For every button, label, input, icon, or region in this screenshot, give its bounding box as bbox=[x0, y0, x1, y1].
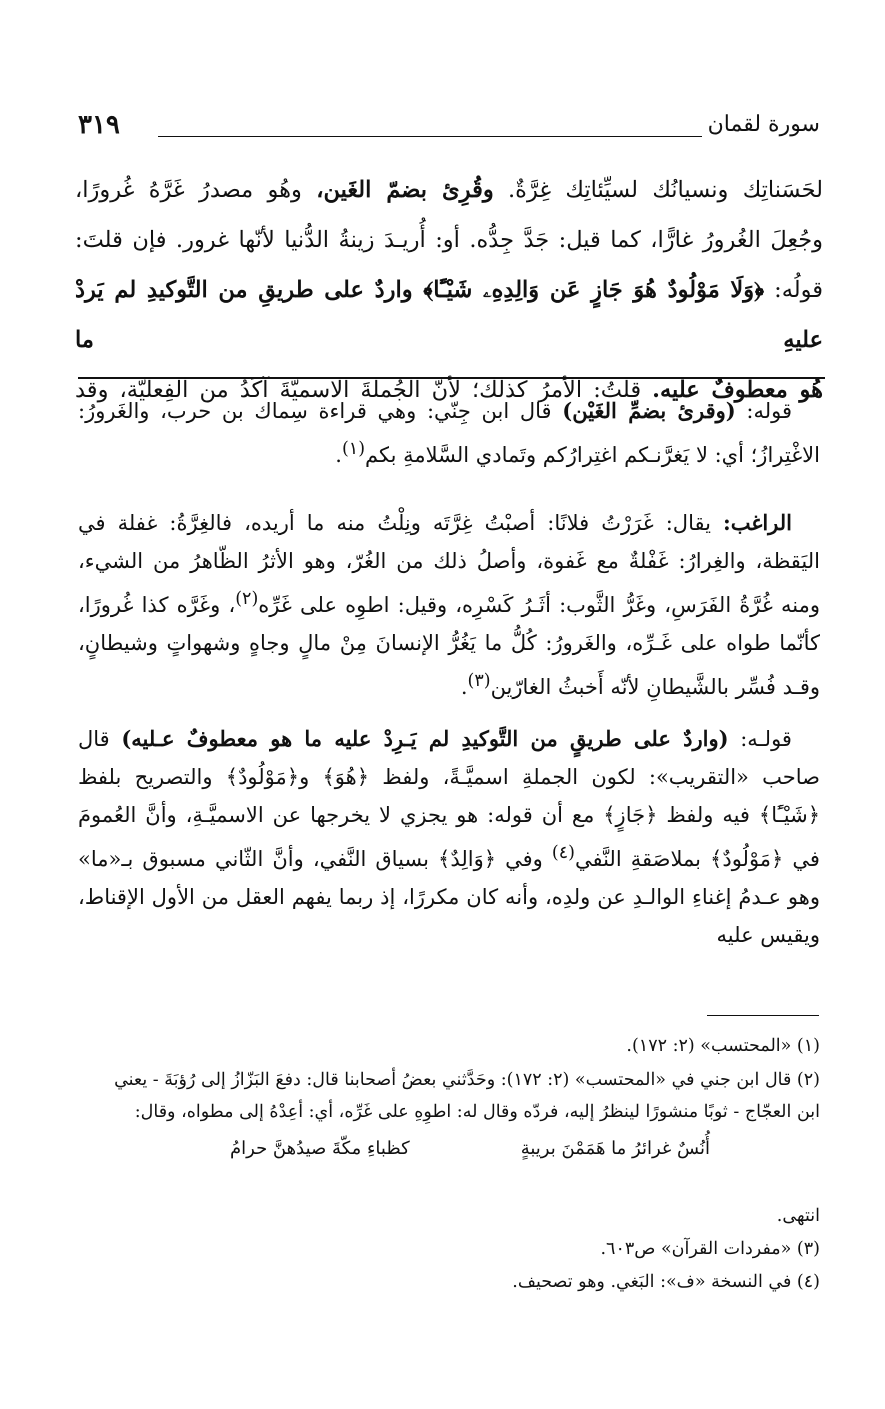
main-line: وجُعِلَ الغُرورُ غارًّا، كما قيل: جَدَّ جِدُّه. أو: أُريـدَ زينةُ الدُّنيا لأنّها غرور. فإن قلتَ: bbox=[75, 227, 823, 253]
footnote: (٢) قال ابن جني في «المحتسب» (٢: ١٧٢): وحَدَّثني بعضُ أصحابنا قال: دفعَ البَزّازُ إلى رُؤبَةَ - يعني ابن العجّاج - ثوبًا منشورًا لينظرُ إليه، فردّه وقال له: اطوِهِ على غَرِّه، أي: أعِدْهُ إلى مطواه، وقال: bbox=[114, 1070, 820, 1122]
commentary-paragraph: الراغب: يقال: غَرَرْتُ فلانًا: أصبْتُ غِرَّتَه ونِلْتُ منه ما أريده، فالغِرَّةُ: غفلة في اليَقظة، والغِرارُ: غَفْلةٌ مع غَفوة، وأصلُ ذلك من الغُرّ، وهو الأثرُ الظّاهرُ من الشيء، ومنه غُرَّةُ الفَرَسِ، وغَرُّ الثَّوب: أثَـرُ كَسْرِه، وقيل: اطوِه على غَرِّه$^{(٢)}$، وغَرَّه كذا غُرورًا، كأنّما طواه على غَـرِّه، والغَرورُ: كُلُّ ما يَغُرُّ الإنسانَ مِنْ مالٍ وجاهٍ وشهواتٍ وشيطانٍ، وقـد فُسِّر بالشَّيطانِ لأنّه أَخبثُ الغارّين$^{(٣)}$. bbox=[78, 510, 820, 699]
section-divider bbox=[78, 377, 825, 379]
footnote: (٤) في النسخة «ف»: البَغي. وهو تصحيف. bbox=[512, 1272, 820, 1292]
poem-hemistich: أُنُسٌ غرائرُ ما هَمَمْنَ بريبةٍ bbox=[520, 1138, 710, 1159]
footnote: (٣) «مفردات القرآن» ص٦٠٣. bbox=[600, 1239, 820, 1259]
page-header bbox=[78, 110, 820, 146]
main-line: هُو معطوفٌ عليه. قلتُ: الأمرُ كذلك؛ لأنّ الجُملةَ الاسميّةَ آكَدُ من الفِعليّة، وقد bbox=[75, 377, 823, 403]
footnote-rule bbox=[707, 1015, 819, 1016]
footnote-ref[interactable]: (٣) bbox=[467, 671, 491, 691]
poem-verse bbox=[230, 1138, 710, 1172]
main-emphasis: هُو معطوفٌ عليه. bbox=[652, 377, 823, 403]
quran-verse: ﴿وَلَا مَوْلُودٌ هُوَ جَازٍ عَن وَالِدِهِۦ شَيْـًٔا﴾ واردٌ على طريقِ من التَّوكيدِ لم يَردْ عليهِ ما bbox=[75, 277, 823, 353]
main-line: قولُه: ﴿وَلَا مَوْلُودٌ هُوَ جَازٍ عَن وَالِدِهِۦ شَيْـًٔا﴾ واردٌ على طريقِ من التَّوكيدِ لم يَردْ عليهِ ما bbox=[75, 277, 823, 353]
lemma: (وقرئ بضمِّ الغَيْن) bbox=[562, 398, 736, 423]
footnote: (١) «المحتسب» (٢: ١٧٢). bbox=[626, 1036, 820, 1056]
main-line: لحَسَناتِك ونسيانُك لسيِّئاتِك غِرَّةٌ. وقُرِئ بضمّ الغَين، وهُو مصدرُ غَرَّهُ غُرورًا، bbox=[75, 177, 824, 203]
footnote-ref[interactable]: (١) bbox=[341, 439, 366, 459]
lemma: (واردٌ على طريقٍ من التَّوكيدِ لم يَـرِدْ عليه ما هو معطوفٌ عـليه) bbox=[121, 726, 729, 751]
surah-title: سورة لقمان bbox=[707, 112, 820, 137]
poem-hemistich: كظباءِ مكّةَ صيدُهنَّ حرامُ bbox=[230, 1138, 410, 1159]
commentary-paragraph: قوله: (وقرئ بضمِّ الغَيْن) قال ابن جِنّي: وهي قراءة سِماك بن حرب، والغَرورُ: الاغْتِرازُ؛ أي: لا يَغرَّنـكم اغتِرارُكم وتَمادي السَّلامةِ بكم$^{(١)}$. bbox=[78, 398, 820, 467]
footnote-ref[interactable]: (٢) bbox=[235, 589, 259, 609]
main-emphasis: وقُرِئ بضمّ الغَين، bbox=[316, 177, 494, 203]
commentary-paragraph: قولـه: (واردٌ على طريقٍ من التَّوكيدِ لم يَـرِدْ عليه ما هو معطوفٌ عـليه) قال صاحب «التقريب»: لكون الجملةِ اسميَّـةً، ولفظ ﴿هُوَ﴾ و﴿مَوْلُودٌ﴾ والتصريح بلفظ ﴿شَيْـًٔا﴾ فيه ولفظ ﴿جَازٍ﴾ مع أن قوله: هو يجزي لا يخرجها عن الاسميَّـةِ، وأنَّ العُمومَ في ﴿مَوْلُودٌ﴾ بملاصَقةِ النَّفي$^{(٤)}$ وفي ﴿وَالِدٌ﴾ بسياق النَّفي، وأنَّ الثّاني مسبوق بـ«ما» وهو عـدمُ إغناءِ الوالـدِ عن ولدِه، وأنه كان مكررًا، إذ ربما يفهم العقل من الأول الإقناط، ويقيس عليه bbox=[78, 726, 820, 947]
footnote-end: انتهى. bbox=[776, 1206, 820, 1226]
header-rule bbox=[158, 136, 702, 137]
footnote-ref[interactable]: (٤) bbox=[551, 843, 575, 863]
page-number: ٣١٩ bbox=[78, 110, 120, 140]
source-name: الراغب: bbox=[722, 510, 792, 535]
